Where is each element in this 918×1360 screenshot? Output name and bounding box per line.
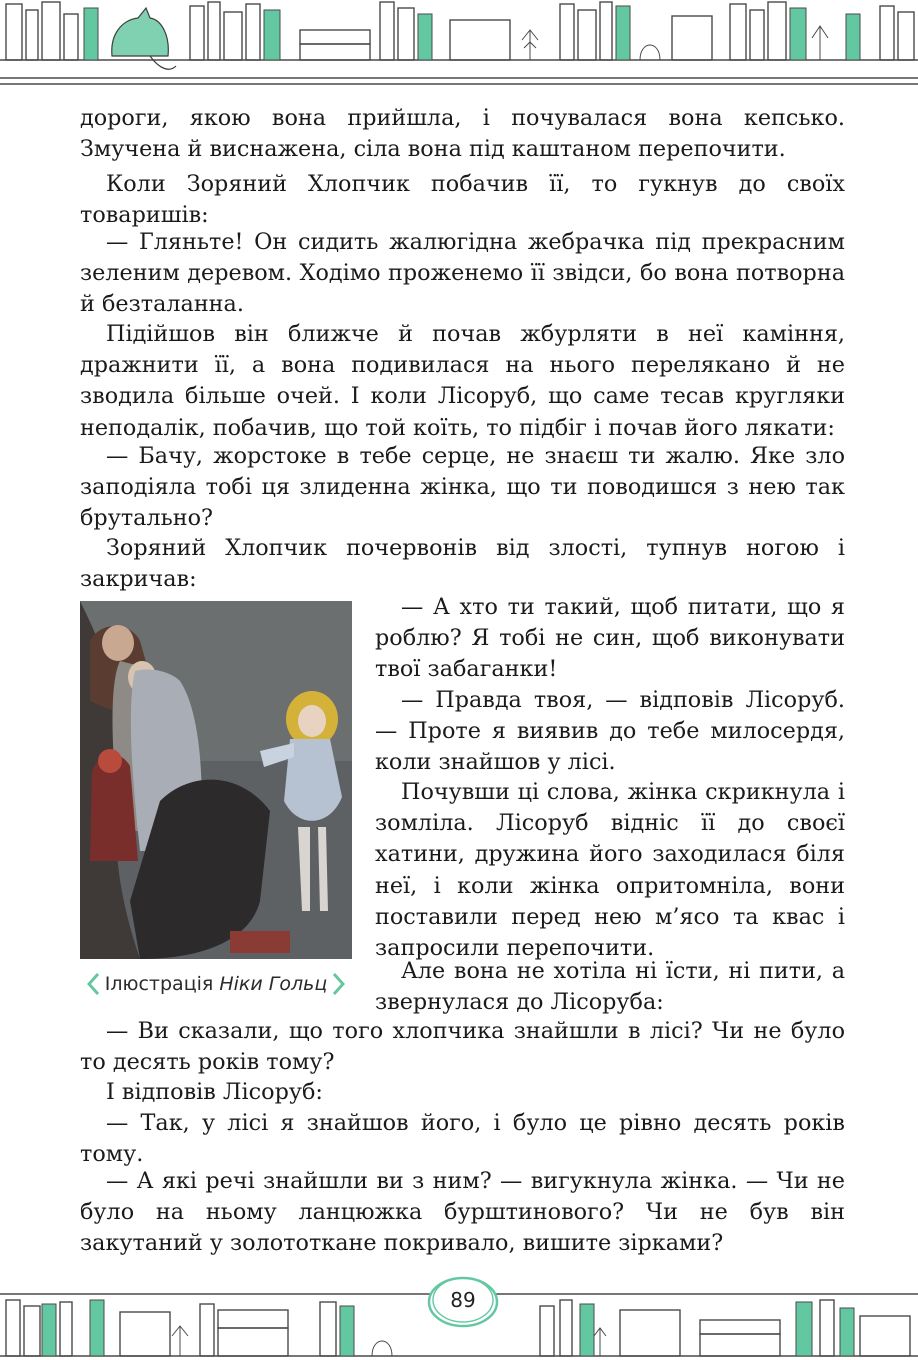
chevron-left-icon [87,973,99,995]
paragraph-3: — Гляньте! Он сидить жалюгідна жебрачка під прекрасним зеленим деревом. Ходімо проженемо її звідси, бо вона потворна й безталанна. [80,229,845,318]
paragraph-10: Але вона не хотіла ні їсти, ні пити, а звернулася до Лісоруба: [375,958,845,1016]
paragraph-11: — Ви сказали, що того хлопчика знайшли в лісі? Чи не було то десять років тому? [80,1018,845,1076]
paragraph-8: — Правда твоя, — відповів Лісоруб. — Проте я виявив до тебе милосердя, коли знайшов у лісі. [375,687,845,776]
header-bookshelf-decoration [0,0,918,92]
paragraph-2: Коли Зоряний Хлопчик побачив її, то гукнув до своїх товаришів: [80,171,845,229]
paragraph-12: І відповів Лісоруб: [106,1079,323,1105]
paragraph-14: — А які речі знайшли ви з ним? — вигукнула жінка. — Чи не було на ньому ланцюжка бурштинового? Чи не був він закутаний у золототкане покривало, вишите зірками? [80,1168,845,1257]
paragraph-7: — А хто ти такий, щоб питати, що я роблю? Я тобі не син, щоб виконувати твої забаганки! [375,594,845,683]
paragraph-5: — Бачу, жорстоке в тебе серце, не знаєш ти жалю. Яке зло заподіяла тобі ця злиденна жінка, що ти поводишся з нею так брутально? [80,443,845,532]
chevron-right-icon [333,973,345,995]
page-number: 89 [450,1288,476,1312]
story-illustration [80,601,352,959]
caption-prefix: Ілюстрація [104,973,214,995]
paragraph-4: Підійшов він ближче й почав жбурляти в неї каміння, дражнити її, а вона подивилася на нього перелякано й не зводила більше очей. І коли Лісоруб, що саме тесав кругляки неподалік, побачив, що той коїть, то підбіг і почав його лякати: [80,321,845,441]
paragraph-6: Зоряний Хлопчик почервонів від злості, тупнув ногою і закричав: [80,535,845,593]
illustration-caption [80,968,352,1000]
paragraph-1: дороги, якою вона прийшла, і почувалася вона кепсько. Змучена й виснажена, сіла вона під каштаном перепочити. [80,105,845,163]
paragraph-9: Почувши ці слова, жінка скрикнула і зомліла. Лісоруб відніс її до своєї хатини, дружина його заходилася біля неї, і коли жінка опритомніла, вони поставили перед нею м’ясо та квас і запросили перепочити. [375,779,845,962]
paragraph-13: — Так, у лісі я знайшов його, і було це рівно десять років тому. [80,1110,845,1168]
caption-author: Ніки Гольц [219,973,328,995]
page-number-badge [425,1270,501,1330]
